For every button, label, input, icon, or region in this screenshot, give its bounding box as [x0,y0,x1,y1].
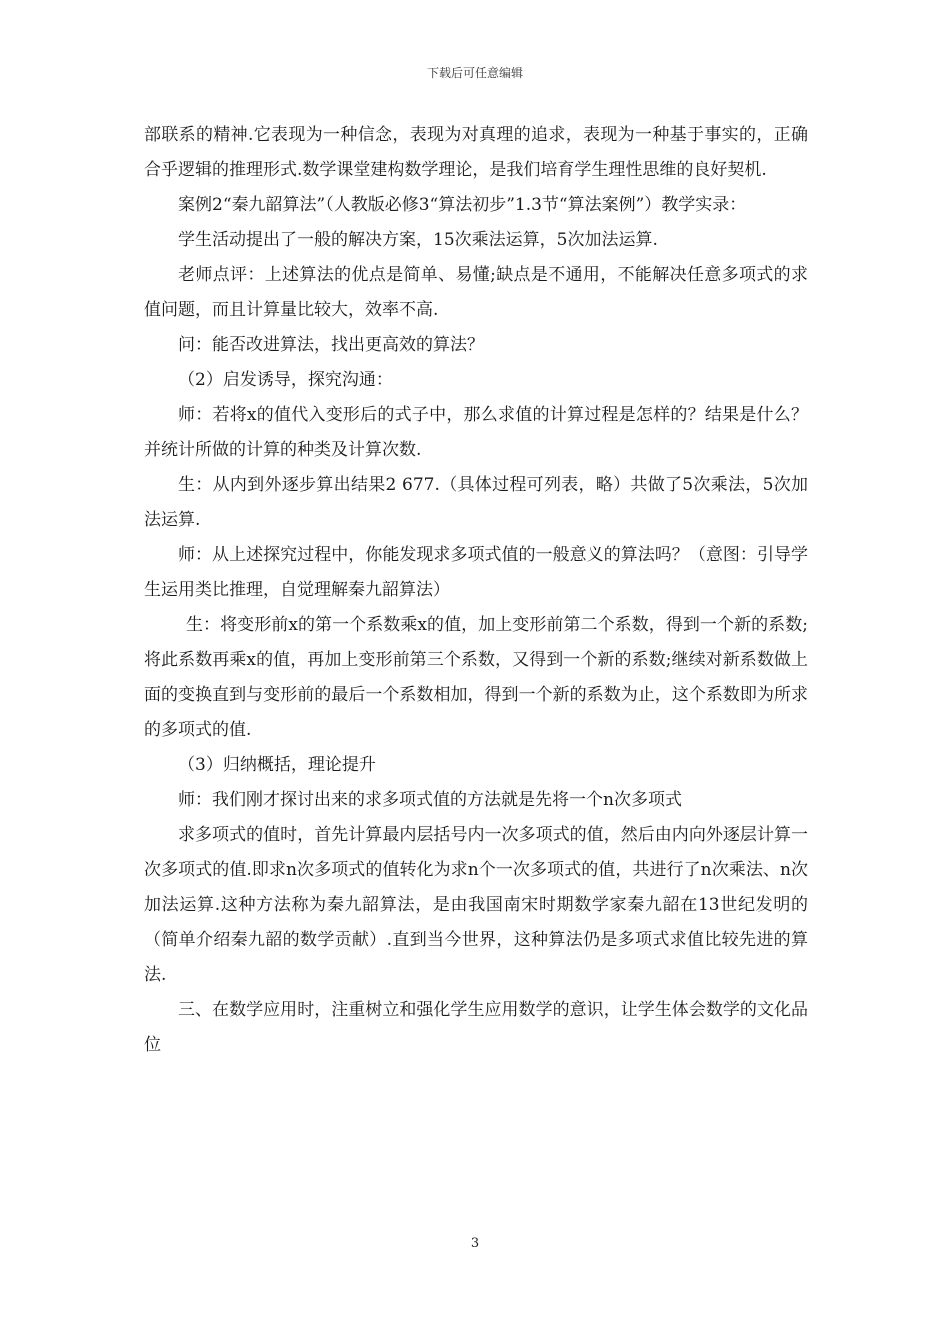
page-number: 3 [470,1236,480,1251]
section-heading: （2）启发诱导，探究沟通： [178,370,393,390]
paragraph: 生：从内到外逐步算出结果2 677.（具体过程可列表，略）共做了5次乘法，5次加法运算. [144,475,808,530]
paragraph: 师：我们刚才探讨出来的求多项式值的方法就是先将一个n次多项式 [178,790,682,810]
paragraph: 学生活动提出了一般的解决方案，15次乘法运算，5次加法运算. [178,230,658,250]
section-heading: （3）归纳概括，理论提升 [178,755,376,775]
paragraph: 师：从上述探究过程中，你能发现求多项式值的一般意义的算法吗？（意图：引导学生运用类比推理，自觉理解秦九韶算法） [144,545,808,600]
document-body [144,118,808,1063]
paragraph: 案例2“秦九韶算法”（人教版必修3“算法初步”1.3节“算法案例”）教学实录： [178,195,747,215]
paragraph: 部联系的精神.它表现为一种信念，表现为对真理的追求，表现为一种基于事实的，正确合乎逻辑的推理形式.数学课堂建构数学理论，是我们培育学生理性思维的良好契机. [144,125,808,180]
paragraph: 师：若将x的值代入变形后的式子中，那么求值的计算过程是怎样的？结果是什么？并统计所做的计算的种类及计算次数. [144,405,808,460]
section-heading: 三、在数学应用时，注重树立和强化学生应用数学的意识，让学生体会数学的文化品位 [144,1000,808,1055]
paragraph: 问：能否改进算法，找出更高效的算法？ [178,335,484,355]
paragraph: 生：将变形前x的第一个系数乘x的值，加上变形前第二个系数，得到一个新的系数;将此系数再乘x的值，再加上变形前第三个系数，又得到一个新的系数;继续对新系数做上面的变换直到与变形前的最后一个系数相加，得到一个新的系数为止，这个系数即为所求的多项式的值. [144,615,808,740]
page-header: 下载后可任意编辑 [426,66,523,80]
paragraph: 求多项式的值时，首先计算最内层括号内一次多项式的值，然后由内向外逐层计算一次多项式的值.即求n次多项式的值转化为求n个一次多项式的值，共进行了n次乘法、n次加法运算.这种方法称为秦九韶算法，是由我国南宋时期数学家秦九韶在13世纪发明的（简单介绍秦九韶的数学贡献）.直到当今世界，这种算法仍是多项式求值比较先进的算法. [144,825,808,985]
paragraph: 老师点评：上述算法的优点是简单、易懂;缺点是不通用，不能解决任意多项式的求值问题，而且计算量比较大，效率不高. [144,265,808,320]
